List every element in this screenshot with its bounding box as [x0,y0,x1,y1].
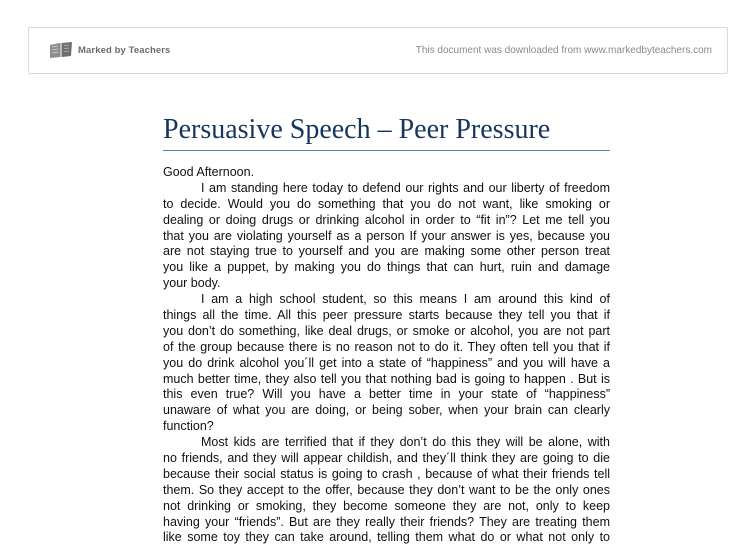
text-line: no friends, and they will appear childish, and they´ll think they are going to die [163,451,610,466]
brand-name: Marked by Teachers [78,44,171,56]
text-line: unaware of what you are doing, or being sober, when your brain can clearly [163,403,610,418]
text-line: having your “friends”. But are they really their friends? They are treating them [163,514,610,529]
text-line: of the group because there is no reason not to do it. They often tell you that if [163,339,610,354]
title-underline [163,150,610,151]
text-line: your body. [163,276,221,291]
text-line: like some toy they can take around, telling them what do or what not only to [163,530,610,545]
text-line: I am a high school student, so this means I am around this kind of [201,292,610,307]
speech-body [163,165,610,546]
text-line: Most kids are terrified that if they don’t do this they will be alone, with [201,435,610,450]
text-line: not drinking or smoking, they become someone they are not, only to keep [163,498,610,513]
text-line: things all the time. All this peer pressure starts because they tell you that if [163,308,610,323]
text-line: you like a puppet, by making you do things that can hurt, ruin and damage [163,260,610,275]
text-line: are not staying true to yourself and you are making some other person treat [163,244,610,259]
text-line: you don’t do something, like deal drugs, or smoke or alcohol, you are not part [163,323,610,338]
download-banner [28,27,728,74]
greeting-line: Good Afternoon. [163,165,255,179]
text-line: them. So they accept to the offer, because they don’t want to be the only ones [163,482,610,497]
text-line: this even true? Will you have a better time in your state of “happiness” [163,387,610,402]
text-line: dealing or doing drugs or drinking alcohol in order to “fit in”? Let me tell you [163,212,610,227]
marked-by-teachers-logo[interactable] [49,41,170,59]
text-line: much better time, they also tell you that nothing bad is going to happen . But is [163,371,610,386]
text-line: function? [163,419,214,434]
text-line: because their social status is going to crash , because of what their friends tell [163,466,610,481]
text-line: you do drink alcohol you´ll get into a state of “happiness” and you will have a [163,355,610,370]
document-title: Persuasive Speech – Peer Pressure [163,114,551,145]
text-line: to decide. Would you do something that you do not want, like smoking or [163,196,610,211]
text-line: I am standing here today to defend our rights and our liberty of freedom [201,180,610,195]
download-source-note: This document was downloaded from www.markedbyteachers.com [415,45,712,56]
open-book-icon [49,41,73,59]
text-line: that you are violating yourself as a person If your answer is yes, because you [163,228,610,243]
